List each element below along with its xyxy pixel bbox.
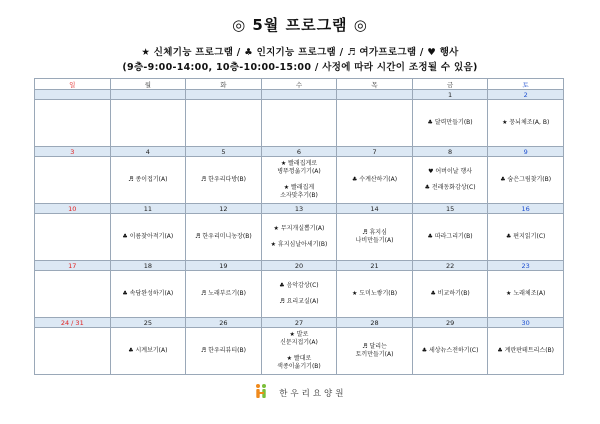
- weekday-thu: 목: [337, 79, 413, 90]
- program-legend: ★ 신체기능 프로그램 / ♣ 인지기능 프로그램 / ♬ 여가프로그램 / ♥ 행사: [141, 47, 459, 58]
- date-number: 15: [412, 204, 488, 214]
- day-cell: [261, 214, 337, 261]
- day-cell: [261, 271, 337, 318]
- day-cell: [261, 100, 337, 147]
- weekday-mon: 월: [110, 79, 186, 90]
- date-number: 29: [412, 318, 488, 328]
- date-number: 14: [337, 204, 413, 214]
- date-number: 30: [488, 318, 564, 328]
- date-number: [337, 90, 413, 100]
- date-number: 6: [261, 147, 337, 157]
- program-entry: ♬ 한우리뷰티(B): [200, 346, 246, 354]
- date-number: [35, 90, 111, 100]
- date-number: 22: [412, 261, 488, 271]
- program-entry: ♬ 한우리미니농장(B): [195, 232, 252, 240]
- day-cell: [186, 157, 262, 204]
- activity-row: [35, 328, 564, 375]
- day-cell: [412, 100, 488, 147]
- day-cell: [186, 214, 262, 261]
- program-entry: ★ 도미노쌓기(B): [351, 289, 398, 297]
- date-row: [35, 90, 564, 100]
- program-entry: ♣ 숨은그림찾기(B): [500, 175, 552, 183]
- weekday-wed: 수: [261, 79, 337, 90]
- program-entry: ★ 빨래집게 소자맞추기(B): [280, 184, 318, 200]
- day-cell: [412, 214, 488, 261]
- date-row: [35, 261, 564, 271]
- date-number: 24 / 31: [35, 318, 111, 328]
- day-cell: [337, 100, 413, 147]
- day-cell: [261, 157, 337, 204]
- date-number: 8: [412, 147, 488, 157]
- day-cell: [110, 157, 186, 204]
- day-cell: [261, 328, 337, 375]
- date-number: 26: [186, 318, 262, 328]
- day-cell: [186, 271, 262, 318]
- day-cell: [488, 328, 564, 375]
- program-entry: ★ 뭉뇌체조(A, B): [502, 118, 550, 126]
- day-cell: [337, 328, 413, 375]
- program-entry: ♣ 수계산하기(A): [352, 175, 398, 183]
- date-number: 4: [110, 147, 186, 157]
- activity-row: [35, 271, 564, 318]
- program-entry: ♣ 이름찾아적기(A): [122, 232, 174, 240]
- day-cell: [412, 271, 488, 318]
- day-cell: [488, 157, 564, 204]
- day-cell: [35, 271, 111, 318]
- day-cell: [337, 271, 413, 318]
- facility-name: 한우리요양원: [279, 388, 347, 399]
- program-entry: ♬ 종이접기(A): [128, 175, 168, 183]
- date-number: 3: [35, 147, 111, 157]
- footer-logo: [0, 383, 600, 402]
- program-entry: ♣ 계란판테트리스(B): [497, 346, 555, 354]
- day-cell: [35, 214, 111, 261]
- day-cell: [186, 328, 262, 375]
- date-number: 19: [186, 261, 262, 271]
- program-entry: ★ 발로 신문지접기(A): [280, 330, 318, 346]
- date-number: 9: [488, 147, 564, 157]
- day-cell: [488, 214, 564, 261]
- date-number: 20: [261, 261, 337, 271]
- date-row: [35, 318, 564, 328]
- weekday-sat: 토: [488, 79, 564, 90]
- date-number: [186, 90, 262, 100]
- program-entry: ♣ 비교하기(B): [430, 289, 470, 297]
- date-number: 28: [337, 318, 413, 328]
- program-entry: ★ 무지개실뽑기(A): [273, 224, 325, 232]
- date-number: 18: [110, 261, 186, 271]
- date-number: 13: [261, 204, 337, 214]
- program-entry: ♣ 전래동화감상(C): [424, 184, 476, 191]
- date-row: [35, 204, 564, 214]
- activity-row: [35, 214, 564, 261]
- program-entry: ♣ 세상뉴스전하기(C): [421, 346, 479, 354]
- calendar-table: [34, 78, 564, 375]
- day-cell: [337, 157, 413, 204]
- day-cell: [35, 100, 111, 147]
- date-number: 23: [488, 261, 564, 271]
- activity-row: [35, 157, 564, 204]
- program-entry: ♣ 시계보기(A): [128, 346, 168, 354]
- program-entry: ♬ 한우리다방(B): [200, 175, 246, 183]
- date-number: 11: [110, 204, 186, 214]
- program-entry: ★ 휴지심날아세기(B): [270, 241, 328, 248]
- date-number: 1: [412, 90, 488, 100]
- date-number: 12: [186, 204, 262, 214]
- program-entry: ★ 노래체조(A): [506, 289, 546, 297]
- program-entry: ♣ 음악감상(C): [279, 281, 319, 289]
- program-entry: ♬ 달리는 토끼만들기(A): [355, 342, 394, 358]
- date-number: [261, 90, 337, 100]
- weekday-header-row: [35, 79, 564, 90]
- date-number: 16: [488, 204, 564, 214]
- program-entry: ♥ 어버이날 행사: [428, 167, 473, 175]
- program-entry: ★ 빨대로 색종이옮기기(B): [277, 355, 321, 371]
- facility-logo-icon: [254, 383, 268, 402]
- day-cell: [35, 328, 111, 375]
- program-entry: ♬ 휴지심 나비만들기(A): [355, 228, 394, 244]
- program-entry: ♬ 노래부르기(B): [200, 289, 246, 297]
- weekday-tue: 화: [186, 79, 262, 90]
- program-entry: ♣ 속담완성하기(A): [122, 289, 174, 297]
- day-cell: [35, 157, 111, 204]
- date-number: 17: [35, 261, 111, 271]
- day-cell: [337, 214, 413, 261]
- day-cell: [110, 328, 186, 375]
- date-number: 25: [110, 318, 186, 328]
- date-row: [35, 147, 564, 157]
- day-cell: [110, 214, 186, 261]
- day-cell: [488, 100, 564, 147]
- day-cell: [412, 157, 488, 204]
- day-cell: [110, 271, 186, 318]
- date-number: 5: [186, 147, 262, 157]
- date-number: 7: [337, 147, 413, 157]
- calendar-body: [35, 90, 564, 375]
- program-entry: ♣ 달력만들기(B): [427, 118, 473, 126]
- date-number: 2: [488, 90, 564, 100]
- date-number: 10: [35, 204, 111, 214]
- day-cell: [488, 271, 564, 318]
- page-title: ◎ 5월 프로그램 ◎: [232, 16, 368, 34]
- day-cell: [110, 100, 186, 147]
- day-cell: [186, 100, 262, 147]
- program-entry: ♬ 요리교실(A): [279, 298, 319, 305]
- weekday-fri: 금: [412, 79, 488, 90]
- weekday-sun: 일: [35, 79, 111, 90]
- date-number: [110, 90, 186, 100]
- program-entry: ♣ 편지읽기(C): [506, 232, 546, 240]
- date-number: 21: [337, 261, 413, 271]
- hours-note: (9층-9:00-14:00, 10층-10:00-15:00 / 사정에 따라 시간이 조정될 수 있음): [122, 62, 478, 73]
- program-entry: ★ 빨래집게로 병뚜껑옮기기(A): [277, 159, 321, 175]
- day-cell: [412, 328, 488, 375]
- program-entry: ♣ 따라그리기(B): [427, 232, 473, 240]
- date-number: 27: [261, 318, 337, 328]
- activity-row: [35, 100, 564, 147]
